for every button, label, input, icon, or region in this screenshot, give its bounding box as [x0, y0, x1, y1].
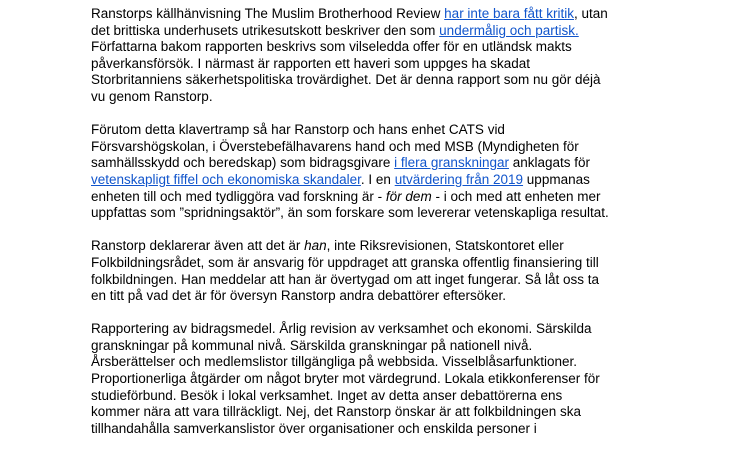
text-line — [91, 321, 713, 338]
text-run: enheten till och med tydliggöra vad forskning är - — [91, 188, 386, 204]
text-run: kommer nära att vara tillräckligt. Nej, det Ranstorp önskar är att folkbildningen ska — [91, 404, 581, 420]
text-run: studieförbund. Besök i lokal verksamhet. Inget av detta anser debattörerna ens — [91, 387, 563, 403]
text-run: Proportionerliga åtgärder om något bryter mot värdegrund. Lokala etikkonferenser för — [91, 371, 600, 387]
text-run: Folkbildningsrådet, som är ansvarig för uppdraget att granska offentlig finansiering till — [91, 254, 599, 270]
text-line — [91, 155, 713, 172]
inline-link[interactable]: har inte bara fått kritik — [444, 6, 574, 21]
text-line — [91, 338, 713, 355]
text-line — [91, 205, 713, 222]
text-line — [91, 388, 713, 405]
text-line — [91, 6, 713, 23]
text-run: en titt på vad det är för översyn Ranstorp andra debattörer eftersöker. — [91, 288, 506, 304]
text-run: granskningar på kommunal nivå. Särskilda granskningar på nationell nivå. — [91, 337, 533, 353]
text-line — [91, 238, 713, 255]
text-run: . I en — [360, 171, 395, 187]
text-line — [91, 421, 713, 438]
text-run: Författarna bakom rapporten beskrivs som vilseledda offer för en utländsk makts — [91, 39, 572, 55]
emphasized-text: för dem — [385, 188, 432, 204]
text-run: tillhandahålla samverkanslistor över organisationer och enskilda personer i — [91, 420, 537, 436]
text-run: Storbritanniens säkerhetspolitiska trovärdighet. Det är denna rapport som nu gör déjà — [91, 72, 601, 88]
text-run: samhällsskydd och beredskap) som bidragsgivare — [91, 155, 395, 171]
text-line — [91, 172, 713, 189]
text-run: Försvarshögskolan, i Överstebefälhavarens hand och med MSB (Myndigheten för — [91, 138, 579, 154]
text-line — [91, 72, 713, 89]
paragraph — [91, 238, 713, 304]
document-page — [91, 6, 713, 454]
text-line — [91, 39, 713, 56]
inline-link[interactable]: i flera granskningar — [394, 155, 509, 171]
text-run: uppmanas — [523, 171, 590, 187]
text-run: uppfattas som ”spridningsaktör”, än som forskare som levererar vetenskapliga resultat. — [91, 205, 609, 221]
text-run: Årsberättelser och medlemslistor tillgängliga på webbsida. Visselblåsarfunktioner. — [91, 354, 577, 370]
emphasized-text: han — [304, 238, 327, 254]
paragraph — [91, 321, 713, 437]
text-line — [91, 139, 713, 156]
text-run: Ranstorp deklarerar även att det är — [91, 238, 305, 254]
inline-link[interactable]: vetenskapligt fiffel och ekonomiska skandaler — [91, 171, 361, 187]
text-run: Förutom detta klavertramp så har Ranstorp och hans enhet CATS vid — [91, 122, 505, 138]
inline-link[interactable]: utvärdering från 2019 — [394, 171, 524, 187]
inline-link[interactable]: undermålig och partisk. — [439, 22, 579, 38]
text-line — [91, 189, 713, 206]
text-run: , utan — [573, 6, 608, 21]
paragraph — [91, 6, 713, 106]
text-run: Ranstorps källhänvisning The Muslim Brotherhood Review — [91, 6, 445, 21]
text-line — [91, 56, 713, 73]
text-run: det brittiska underhusets utrikesutskott beskriver den som — [91, 22, 440, 38]
text-line — [91, 288, 713, 305]
text-line — [91, 122, 713, 139]
text-line — [91, 23, 713, 40]
text-run: vu genom Ranstorp. — [91, 88, 213, 104]
paragraph — [91, 122, 713, 222]
text-line — [91, 371, 713, 388]
text-line — [91, 404, 713, 421]
text-run: - i och med att enheten mer — [431, 188, 601, 204]
text-line — [91, 255, 713, 272]
text-line — [91, 272, 713, 289]
text-run: anklagats för — [508, 155, 591, 171]
text-run: folkbildningen. Han meddelar att han är övertygad om att inget fungerar. Så låt oss ta — [91, 271, 600, 287]
text-line — [91, 354, 713, 371]
text-run: Rapportering av bidragsmedel. Årlig revision av verksamhet och ekonomi. Särskilda — [91, 321, 592, 337]
text-run: påverkansförsök. I närmast är rapporten ett haveri som uppges ha skadat — [91, 55, 530, 71]
text-run: , inte Riksrevisionen, Statskontoret eller — [326, 238, 564, 254]
text-line — [91, 89, 713, 106]
